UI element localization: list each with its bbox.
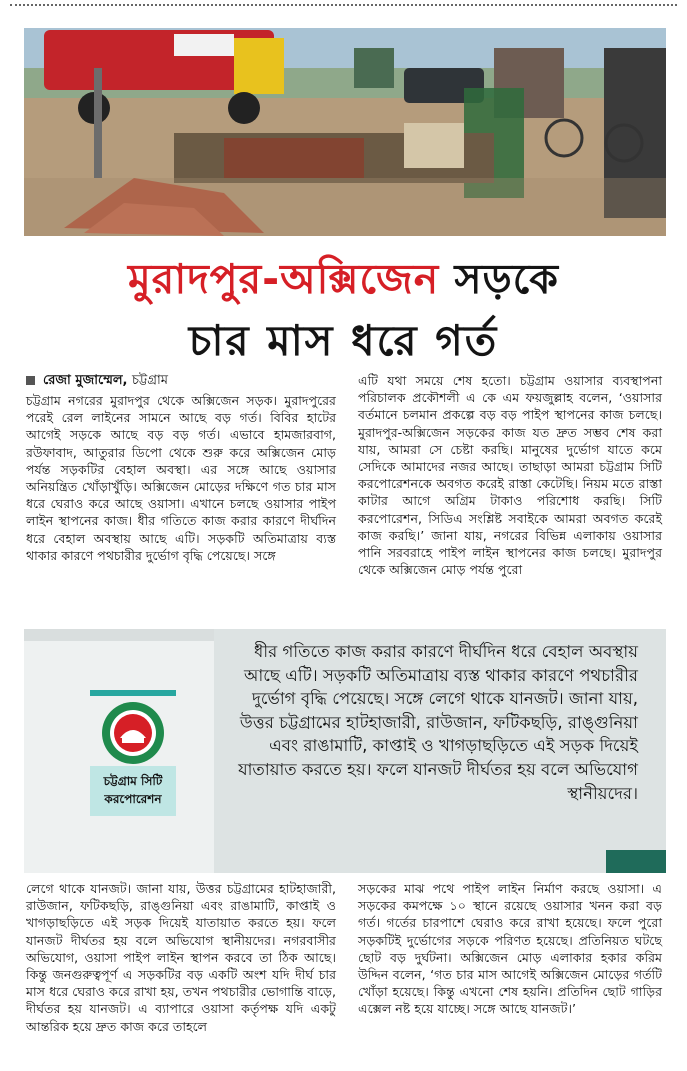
bullet-square-icon [26,376,35,385]
headline-black-part: সড়কে [454,255,559,303]
seal-icon [98,700,168,766]
headline-line-1 [0,248,687,317]
street-photo [24,28,666,236]
headline-line-2: চার মাস ধরে গর্ত [188,316,499,365]
byline-name: রেজা মুজাম্মেল, [43,373,128,388]
headline-red-part: মুরাদপুর-অক্সিজেন [128,255,440,303]
city-corporation-logo [90,690,176,826]
byline [26,371,168,392]
column-2-bottom: সড়কের মাঝ পথে পাইপ লাইন নির্মাণ করছে ওয়াসা। এ সড়কের কমপক্ষে ১০ স্থানে রয়েছে ওয়াসার খনন করা বড় গর্ত। গর্তের চারপাশে ঘেরাও করে রাখা হয়েছে। ফলে পুরো সড়কটিই দুর্ভোগের সড়কে পরিণত হয়েছে। প্রতিনিয়ত ঘটছে ছোট বড় দুর্ঘটনা। অক্সিজেন মোড় এলাকার হকার করিম উদ্দিন বলেন, ‘গত চার মাস আগেই অক্সিজেন মোড়ের গর্তটি খোঁড়া হয়েছে। কিন্তু এখনো শেষ হয়নি। প্রতিদিন ছোট গাড়ির এক্সেল নষ্ট হয়ে যাচ্ছে। সঙ্গে আছে যানজট।’ [358,881,662,1017]
pull-quote-text: ধীর গতিতে কাজ করার কারণে দীর্ঘদিন ধরে বেহাল অবস্থায় আছে এটি। সড়কটি অতিমাত্রায় ব্যস্ত থাকার কারণে পথচারীর দুর্ভোগ বৃদ্ধি পেয়েছে। সঙ্গে লেগে থাকে যানজট। জানা যায়, উত্তর চট্টগ্রামের হাটহাজারী, রাউজান, ফটিকছড়ি, রাঙ্গুনিয়া এবং রাঙামাটি, কাপ্তাই ও খাগড়াছড়িতে এই সড়ক দিয়েই যাতায়াত করতে হয়। ফলে যানজট দীর্ঘতর হয় বলে অভিযোগ স্থানীয়দের। [238,642,638,803]
logo-top-bar [90,690,176,696]
logo-caption: চট্টগ্রাম সিটি করপোরেশন [90,766,176,816]
teal-accent-bar [606,850,666,873]
top-dotted-rule [10,4,677,6]
column-2-top: এটি যথা সময়ে শেষ হতো। চট্টগ্রাম ওয়াসার ব্যবস্থাপনা পরিচালক প্রকৌশলী এ কে এম ফয়জুল্লাহ বলেন, ‘ওয়াসার বর্তমানে চলমান প্রকল্পে বড় বড় পাইপ স্থাপনের কাজ চলছে। মুরাদপুর-অক্সিজেন সড়কের কাজ যত দ্রুত সম্ভব শেষ করা যায়, আমরা সে চেষ্টা করছি। মানুষের দুর্ভোগ যাতে কমে সেদিকে আমাদের নজর আছে। তাছাড়া আমরা চট্টগ্রাম সিটি করপোরেশনকে অবগত করেই রাস্তা কেটেছি। নিয়ম মতে রাস্তা কাটার আগে অগ্রিম টাকাও পরিশোধ করছি। সিটি করপোরেশন, সিডিএ সংশ্লিষ্ট সবাইকে আমরা অবগত করেই কাজ করছি।’ জানা যায়, নগরের বিভিন্ন এলাকায় ওয়াসার পানি সরবরাহে পাইপ লাইন স্থাপনের কাজ চলছে। মুরাদপুর থেকে অক্সিজেন মোড় পর্যন্ত পুরো [358,373,662,578]
column-1-bottom: লেগে থাকে যানজট। জানা যায়, উত্তর চট্টগ্রামের হাটহাজারী, রাউজান, ফটিকছড়ি, রাঙ্গুনিয়া এবং রাঙামাটি, কাপ্তাই ও খাগড়াছড়িতে এই সড়ক দিয়েই যাতায়াত করতে হয়। ফলে যানজট দীর্ঘতর হয় বলে অভিযোগ স্থানীয়দের। নগরবাসীর অভিযোগ, ওয়াসা পাইপ লাইন স্থাপন করবে তা ঠিক আছে। কিন্তু জনগুরুত্বপূর্ণ এ সড়কটির বড় একটি অংশ যদি দীর্ঘ চার মাস ধরে ঘেরাও করে রাখা হয়, তখন পথচারীর ভোগান্তি বাড়ে, দীর্ঘতর হয় যানজট। এ ব্যাপারে ওয়াসা কর্তৃপক্ষ যদি একটু আন্তরিক হয়ে দ্রুত কাজ করে তাহলে [26,881,336,1034]
column-1-top: চট্টগ্রাম নগরের মুরাদপুর থেকে অক্সিজেন সড়ক। মুরাদপুরের পরেই রেল লাইনের সামনে আছে বড় গর্ত। বিবির হাটের আগেই সড়কে আছে বড় বড় গর্ত। এভাবে হামজারবাগ, রউফাবাদ, আতুরার ডিপো থেকে শুরু করে অক্সিজেন মোড় পর্যন্ত সড়কটির বেহাল অবস্থা। এর সঙ্গে আছে ওয়াসার অনিয়ন্ত্রিত খোঁড়াখুঁড়ি। অক্সিজেন মোড়ের দক্ষিণে গত চার মাস ধরে ঘেরাও করে আছে ওয়াসা। এখানে চলছে ওয়াসার পাইপ লাইন স্থাপনের কাজ। ধীর গতিতে কাজ করার কারণে দীর্ঘদিন ধরে বেহাল অবস্থায় আছে এটি। সড়কটি অতিমাত্রায় ব্যস্ত থাকার কারণে পথচারীর দুর্ভোগ বৃদ্ধি পেয়েছে। সঙ্গে [26,393,336,563]
byline-place: চট্টগ্রাম [132,373,168,388]
